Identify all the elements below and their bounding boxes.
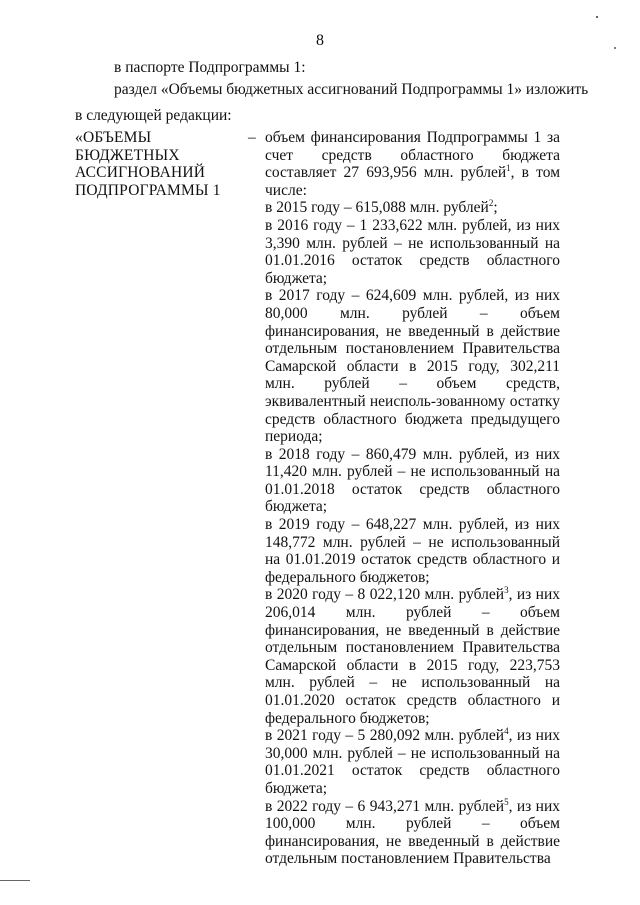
footnote-ref: 4 — [504, 726, 509, 737]
funding-year: в 2021 году – 5 280,092 млн. рублей$^4$, из них 30,000 млн. рублей – не использованный на 01.01.2021 остаток средств областного бюджета; — [265, 726, 560, 797]
footnote-ref: 2 — [488, 198, 494, 209]
funding-year: в 2022 году – 6 943,271 млн. рублей$^5$, из них 100,000 млн. рублей – объем финансирования, не введенный в действие отдельным постановлением Правительства — [265, 796, 560, 868]
page-number: 8 — [316, 32, 324, 49]
funding-total: объем финансирования Подпрограммы 1 за счет средств областного бюджета составляет 27 693,956 млн. рублей$^1$, в том числе: — [265, 129, 561, 199]
scan-artifact — [614, 47, 616, 49]
funding-year: в 2018 году – 860,479 млн. рублей, из них 11,420 млн. рублей – не использованный на 01.01.2018 остаток средств областного бюджета; — [265, 445, 560, 516]
list-dash: – — [248, 129, 256, 146]
funding-year: в 2016 году – 1 233,622 млн. рублей, из них 3,390 млн. рублей – не использованный на 01.01.2016 остаток средств областного бюджета; — [265, 216, 560, 287]
scan-artifact — [0, 880, 30, 881]
intro-line: в следующей редакции: — [75, 107, 232, 124]
funding-year: в 2015 году – 615,088 млн. рублей$^2$; — [265, 198, 498, 217]
funding-year: в 2017 году – 624,609 млн. рублей, из них 80,000 млн. рублей – объем финансирования, не введенный в действие отдельным постановлением Правительства Самарской области в 2015 году, 302,211 млн. рублей – объем средств, эквивалентный неисполь-зованному остатку средств областного бюджета предыдущего периода; — [265, 287, 560, 446]
footnote-ref: 3 — [504, 585, 509, 596]
footnote-ref: 1 — [506, 163, 511, 174]
funding-year: в 2020 году – 8 022,120 млн. рублей$^3$, из них 206,014 млн. рублей – объем финансирования, не введенный в действие отдельным постановлением Правительства Самарской области в 2015 году, 223,753 млн. рублей – не использованный на 01.01.2020 остаток средств областного и федерального бюджетов; — [265, 585, 560, 727]
footnote-ref: 5 — [504, 796, 509, 807]
funding-year: в 2019 году – 648,227 млн. рублей, из них 148,772 млн. рублей – не использованный на 01.01.2019 остаток средств областного и федерального бюджетов; — [265, 516, 560, 586]
intro-line: в паспорте Подпрограммы 1: — [114, 59, 306, 76]
funding-content — [265, 129, 560, 868]
intro-line: раздел «Объемы бюджетных ассигнований Подпрограммы 1» изложить — [114, 81, 589, 98]
scan-artifact — [596, 16, 598, 18]
section-title: «ОБЪЕМЫ БЮДЖЕТНЫХ АССИГНОВАНИЙ ПОДПРОГРАММЫ 1 — [75, 129, 221, 199]
